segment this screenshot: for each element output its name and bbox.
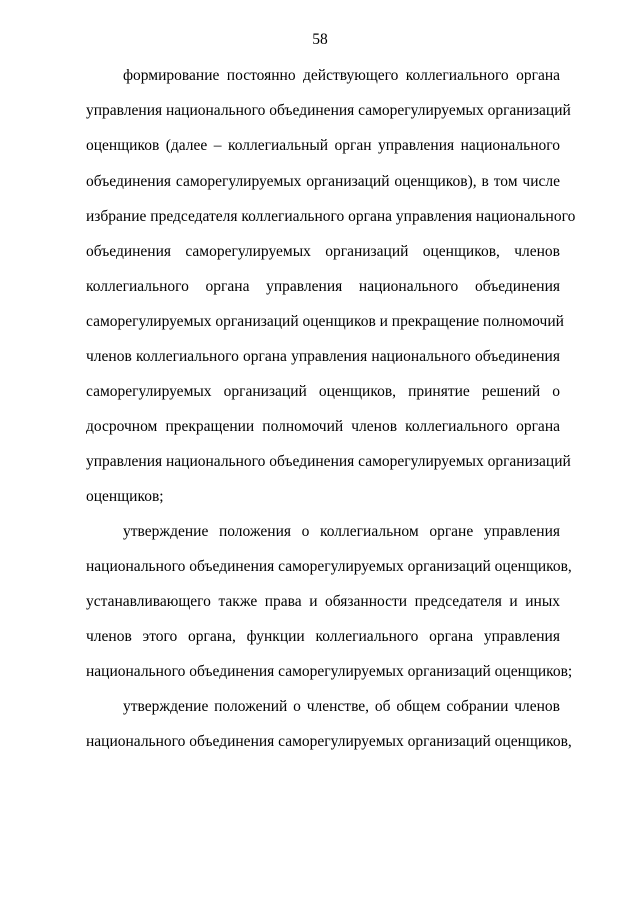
text-line: оценщиков (далее – коллегиальный орган управления национального [86, 137, 560, 154]
text-line: формирование постоянно действующего коллегиального органа [123, 67, 560, 84]
text-line: национального объединения саморегулируемых организаций оценщиков, [86, 733, 572, 750]
text-line: избрание председателя коллегиального органа управления национального [86, 208, 576, 225]
text-line: утверждение положений о членстве, об общем собрании членов [123, 698, 560, 715]
text-line: национального объединения саморегулируемых организаций оценщиков; [86, 663, 573, 680]
text-line: досрочном прекращении полномочий членов коллегиального органа [86, 418, 560, 435]
text-line: коллегиального органа управления национального объединения [86, 278, 560, 295]
page-number: 58 [312, 31, 328, 48]
text-line: членов этого органа, функции коллегиального органа управления [86, 628, 560, 645]
text-line: саморегулируемых организаций оценщиков, принятие решений о [86, 383, 560, 400]
text-line: национального объединения саморегулируемых организаций оценщиков, [86, 558, 572, 575]
text-line: устанавливающего также права и обязанности председателя и иных [86, 593, 560, 610]
text-line: объединения саморегулируемых организаций оценщиков, членов [86, 243, 560, 260]
text-line: оценщиков; [86, 488, 164, 505]
text-line: объединения саморегулируемых организаций оценщиков), в том числе [86, 173, 560, 190]
text-line: членов коллегиального органа управления национального объединения [86, 348, 560, 365]
text-line: утверждение положения о коллегиальном органе управления [123, 523, 560, 540]
text-line: управления национального объединения саморегулируемых организаций [86, 453, 571, 470]
text-line: управления национального объединения саморегулируемых организаций [86, 102, 571, 119]
text-line: саморегулируемых организаций оценщиков и прекращение полномочий [86, 313, 564, 330]
